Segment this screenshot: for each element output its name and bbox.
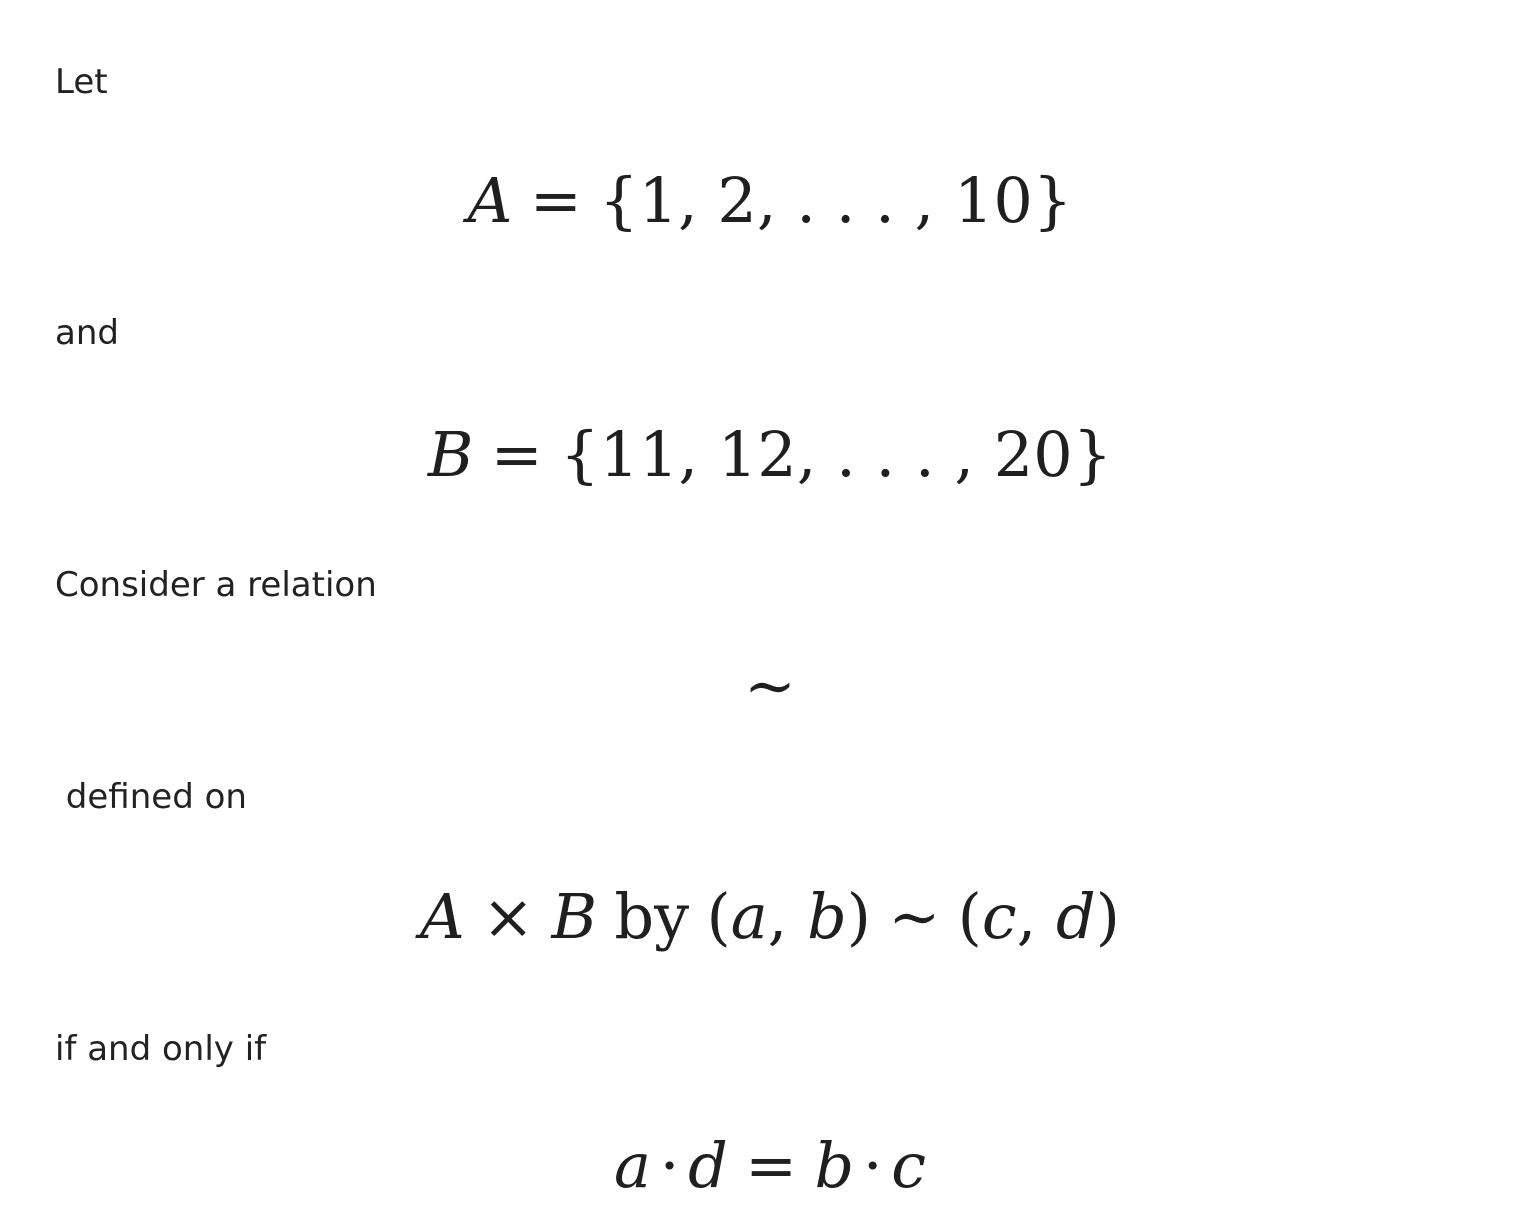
equals-sign: = <box>745 1129 798 1202</box>
rhs-close: ) <box>1095 880 1120 953</box>
cond-d: d <box>688 1129 728 1202</box>
dot-sign: · <box>862 1129 883 1202</box>
by-word: by <box>614 880 690 953</box>
text-iff: if and only if <box>55 1029 267 1069</box>
text-let: Let <box>55 62 108 102</box>
rhs-d: d <box>1056 880 1096 953</box>
text-defined-on: defined on <box>55 777 247 817</box>
times-sign: × <box>482 880 535 953</box>
rhs-c: c <box>981 880 1017 953</box>
product-a: A <box>420 880 465 953</box>
equation-set: {1, 2, . . . , 10} <box>599 164 1073 237</box>
rhs-open: ( <box>957 880 982 953</box>
equation-set-a <box>0 163 1540 239</box>
rhs-comma: , <box>1016 880 1057 953</box>
equation-condition <box>0 1128 1540 1204</box>
cond-c: c <box>891 1129 926 1202</box>
equals-sign: = <box>490 418 543 491</box>
lhs-b: b <box>807 880 847 953</box>
equation-var: A <box>467 164 513 237</box>
equation-var: B <box>427 418 474 491</box>
lhs-comma: , <box>767 880 808 953</box>
cond-a: a <box>614 1129 652 1202</box>
relation-symbol: ∼ <box>744 649 796 722</box>
equation-product <box>0 879 1540 955</box>
text-and: and <box>55 313 119 353</box>
text-consider: Consider a relation <box>55 565 377 605</box>
dot-sign: · <box>659 1129 680 1202</box>
equation-set-b <box>0 417 1540 493</box>
equation-set: {11, 12, . . . , 20} <box>560 418 1113 491</box>
cond-b: b <box>814 1129 855 1202</box>
product-b: B <box>551 880 598 953</box>
lhs-a: a <box>730 880 768 953</box>
equals-sign: = <box>529 164 582 237</box>
lhs-open: ( <box>706 880 731 953</box>
lhs-close: ) <box>846 880 871 953</box>
sim-sign: ∼ <box>888 880 941 953</box>
